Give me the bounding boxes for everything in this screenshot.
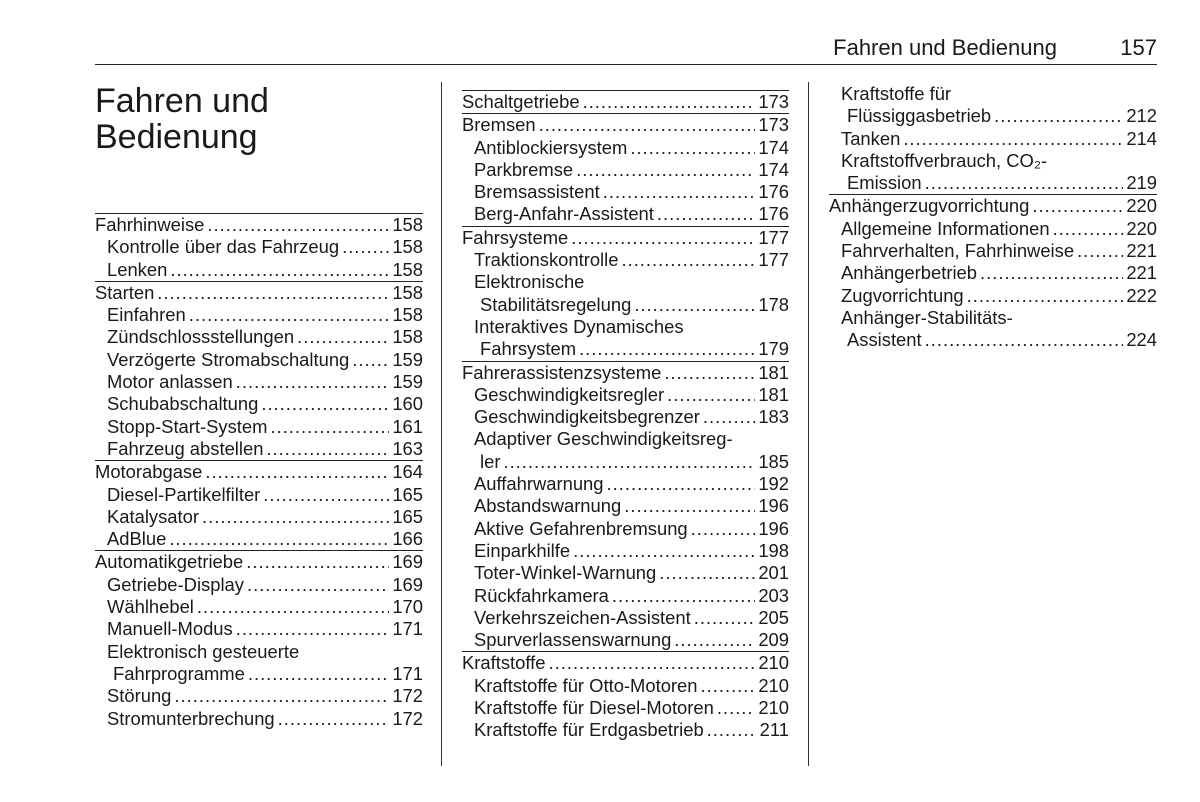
running-header xyxy=(95,34,1157,65)
toc-entry-label: Diesel-Partikelfilter xyxy=(107,483,261,505)
toc-page-number: 172 xyxy=(392,707,423,729)
dot-leader xyxy=(352,349,389,371)
toc-subentry[interactable] xyxy=(95,393,423,415)
toc-entry-label: Adaptiver Geschwindigkeitsreg- xyxy=(474,428,733,450)
toc-page-number: 221 xyxy=(1126,262,1157,284)
toc-entry-label-continued: Stabilitätsregelung xyxy=(480,293,632,315)
toc-page-number: 176 xyxy=(758,181,789,203)
toc-page-number: 169 xyxy=(392,551,423,573)
dot-leader xyxy=(1032,195,1123,217)
toc-page-number: 177 xyxy=(758,249,789,271)
dot-leader xyxy=(170,259,389,281)
toc-subentry[interactable] xyxy=(462,159,789,181)
toc-page-number: 219 xyxy=(1126,172,1157,194)
toc-page-number: 185 xyxy=(758,450,789,472)
toc-subentry[interactable] xyxy=(95,596,423,618)
toc-entry-label: Stopp-Start-System xyxy=(107,415,268,437)
toc-entry-label: Berg-Anfahr-Assistent xyxy=(474,203,654,225)
toc-page-number: 158 xyxy=(392,304,423,326)
dot-leader xyxy=(270,416,389,438)
dot-leader xyxy=(674,629,755,651)
toc-entry-label: Abstandswarnung xyxy=(474,495,622,517)
dot-leader xyxy=(174,685,389,707)
toc-page-number: 210 xyxy=(758,674,789,696)
toc-page-number: 177 xyxy=(758,226,789,248)
toc-entry-label: Bremsen xyxy=(462,114,536,136)
toc-page-number: 179 xyxy=(758,338,789,360)
toc-subentry[interactable] xyxy=(462,428,789,473)
toc-subentry[interactable] xyxy=(829,240,1157,262)
toc-entry-label: Einfahren xyxy=(107,304,186,326)
toc-subentry[interactable] xyxy=(462,406,789,428)
dot-leader xyxy=(1077,240,1123,262)
toc-page-number: 158 xyxy=(392,326,423,348)
toc-subentry[interactable] xyxy=(829,285,1157,307)
dot-leader xyxy=(691,518,756,540)
dot-leader xyxy=(717,697,755,719)
toc-subentry[interactable] xyxy=(462,675,789,697)
toc-entry-label: Spurverlassenswarnung xyxy=(474,629,672,651)
dot-leader xyxy=(236,618,390,640)
dot-leader xyxy=(603,181,756,203)
dot-leader xyxy=(694,607,756,629)
toc-entry-label: Verzögerte Stromabschaltung xyxy=(107,348,350,370)
toc-entry-label: Kraftstoffe xyxy=(462,652,546,674)
toc-entry-label: Lenken xyxy=(107,258,168,280)
toc-subentry[interactable] xyxy=(95,641,423,686)
toc-subentry[interactable] xyxy=(462,384,789,406)
toc-page-number: 183 xyxy=(758,406,789,428)
toc-subentry[interactable] xyxy=(95,438,423,460)
toc-subentry[interactable] xyxy=(95,528,423,550)
toc-section-entry[interactable] xyxy=(95,213,423,236)
toc-section-entry[interactable] xyxy=(462,113,789,136)
dot-leader xyxy=(157,282,389,304)
dot-leader xyxy=(236,371,390,393)
dot-leader xyxy=(664,362,755,384)
toc-entry-label: Kraftstoffe für xyxy=(841,83,952,104)
dot-leader xyxy=(707,719,757,741)
toc-page-number: 158 xyxy=(392,236,423,258)
toc-page-number: 209 xyxy=(758,629,789,651)
toc-page-number: 158 xyxy=(392,214,423,235)
toc-subentry[interactable] xyxy=(462,629,789,651)
toc-subentry[interactable] xyxy=(95,326,423,348)
toc-subentry[interactable] xyxy=(95,618,423,640)
toc-entry-label: Fahrsysteme xyxy=(462,226,569,248)
toc-entry-label: Motor anlassen xyxy=(107,371,233,393)
toc-entry-label: Schubabschaltung xyxy=(107,393,259,415)
toc-subentry[interactable] xyxy=(462,203,789,225)
toc-subentry[interactable] xyxy=(829,83,1157,128)
dot-leader xyxy=(583,91,756,113)
toc-entry-label: Allgemeine Informationen xyxy=(841,217,1050,239)
toc-page-number: 174 xyxy=(758,136,789,158)
dot-leader xyxy=(263,484,389,506)
toc-column-1 xyxy=(95,213,423,730)
toc-entry-label-continued: Fahrprogramme xyxy=(113,662,245,684)
toc-page-number: 214 xyxy=(1126,127,1157,149)
toc-entry-label: Bremsassistent xyxy=(474,181,600,203)
toc-entry-label: Antiblockiersystem xyxy=(474,136,628,158)
toc-entry-label: Traktionskontrolle xyxy=(474,249,619,271)
toc-entry-label-continued: ler xyxy=(480,450,501,472)
toc-subentry[interactable] xyxy=(462,585,789,607)
dot-leader xyxy=(612,585,755,607)
toc-subentry[interactable] xyxy=(95,236,423,258)
toc-page-number: 173 xyxy=(758,114,789,136)
dot-leader xyxy=(261,393,389,415)
dot-leader xyxy=(1053,218,1124,240)
toc-subentry[interactable] xyxy=(95,484,423,506)
toc-subentry[interactable] xyxy=(95,304,423,326)
dot-leader xyxy=(703,406,755,428)
dot-leader xyxy=(278,708,390,730)
dot-leader xyxy=(571,227,755,249)
toc-section-entry[interactable] xyxy=(95,460,423,483)
dot-leader xyxy=(903,128,1123,150)
toc-page-number: 224 xyxy=(1126,329,1157,351)
toc-page-number: 198 xyxy=(758,539,789,561)
toc-subentry[interactable] xyxy=(462,249,789,271)
toc-subentry[interactable] xyxy=(462,495,789,517)
toc-entry-label: Kraftstoffverbrauch, CO₂- xyxy=(841,149,1048,171)
dot-leader xyxy=(925,172,1124,194)
toc-page-number: 212 xyxy=(1126,105,1157,127)
dot-leader xyxy=(202,506,389,528)
toc-subentry[interactable] xyxy=(462,518,789,540)
toc-page-number: 181 xyxy=(758,383,789,405)
header-section-title: Fahren und Bedienung xyxy=(833,35,1057,60)
toc-subentry[interactable] xyxy=(95,506,423,528)
toc-entry-label: Parkbremse xyxy=(474,158,574,180)
toc-subentry[interactable] xyxy=(829,262,1157,284)
column-divider xyxy=(808,82,809,766)
dot-leader xyxy=(967,285,1124,307)
dot-leader xyxy=(624,495,755,517)
toc-section-entry[interactable] xyxy=(462,361,789,384)
toc-page-number: 178 xyxy=(758,293,789,315)
toc-page-number: 201 xyxy=(758,562,789,584)
toc-entry-label: Fahrverhalten, Fahrhinweise xyxy=(841,240,1075,262)
toc-page-number: 192 xyxy=(758,473,789,495)
toc-subentry[interactable] xyxy=(462,181,789,203)
toc-subentry[interactable] xyxy=(462,697,789,719)
toc-entry-label: Auffahrwarnung xyxy=(474,473,604,495)
toc-entry-label: Fahrhinweise xyxy=(95,214,205,235)
toc-page-number: 210 xyxy=(758,697,789,719)
toc-entry-label-continued: Emission xyxy=(847,172,922,194)
dot-leader xyxy=(246,551,389,573)
toc-page-number: 205 xyxy=(758,606,789,628)
toc-entry-label: Automatikgetriebe xyxy=(95,551,244,573)
toc-entry-label-continued: Assistent xyxy=(847,329,922,351)
toc-page-number: 181 xyxy=(758,361,789,383)
toc-page-number: 210 xyxy=(758,652,789,674)
toc-section-entry[interactable] xyxy=(462,226,789,249)
toc-entry-label: Kontrolle über das Fahrzeug xyxy=(107,236,340,258)
toc-page-number: 220 xyxy=(1126,217,1157,239)
toc-subentry[interactable] xyxy=(95,685,423,707)
toc-page-number: 222 xyxy=(1126,284,1157,306)
toc-page-number: 196 xyxy=(758,495,789,517)
toc-page-number: 159 xyxy=(392,348,423,370)
toc-subentry[interactable] xyxy=(95,259,423,281)
toc-entry-label: Starten xyxy=(95,281,155,303)
toc-entry-label: Elektronische xyxy=(474,271,585,293)
toc-entry-label: Stromunterbrechung xyxy=(107,707,275,729)
dot-leader xyxy=(207,214,389,236)
toc-section-entry[interactable] xyxy=(95,550,423,573)
toc-page-number: 165 xyxy=(392,483,423,505)
dot-leader xyxy=(701,675,756,697)
toc-entry-label: Aktive Gefahrenbremsung xyxy=(474,517,688,539)
toc-entry-label: Verkehrszeichen-Assistent xyxy=(474,606,691,628)
toc-subentry[interactable] xyxy=(462,137,789,159)
toc-subentry[interactable] xyxy=(829,128,1157,150)
dot-leader xyxy=(579,338,755,360)
toc-column-2 xyxy=(462,90,789,742)
toc-entry-label: Getriebe-Display xyxy=(107,573,244,595)
dot-leader xyxy=(297,326,389,348)
toc-subentry[interactable] xyxy=(462,271,789,316)
toc-entry-label: Fahrerassistenzsysteme xyxy=(462,361,662,383)
toc-entry-label: Interaktives Dynamisches xyxy=(474,315,684,337)
toc-page-number: 158 xyxy=(392,281,423,303)
toc-entry-label: Kraftstoffe für Otto-Motoren xyxy=(474,674,698,696)
dot-leader xyxy=(621,249,755,271)
dot-leader xyxy=(634,294,755,316)
toc-entry-label: Geschwindigkeitsbegrenzer xyxy=(474,406,700,428)
toc-section-entry[interactable] xyxy=(95,281,423,304)
dot-leader xyxy=(549,652,756,674)
toc-entry-label: Zugvorrichtung xyxy=(841,284,964,306)
toc-subentry[interactable] xyxy=(462,316,789,361)
column-divider xyxy=(441,82,442,766)
toc-page-number: 165 xyxy=(392,505,423,527)
toc-subentry[interactable] xyxy=(95,708,423,730)
toc-page-number: 161 xyxy=(392,415,423,437)
toc-entry-label: Wählhebel xyxy=(107,596,194,618)
toc-subentry[interactable] xyxy=(95,574,423,596)
toc-subentry[interactable] xyxy=(829,218,1157,240)
dot-leader xyxy=(925,329,1124,351)
page-title xyxy=(95,83,269,155)
toc-entry-label: Störung xyxy=(107,685,172,707)
dot-leader xyxy=(980,262,1123,284)
page-number: 157 xyxy=(1120,35,1157,60)
toc-entry-label: Toter-Winkel-Warnung xyxy=(474,562,657,584)
toc-page-number: 171 xyxy=(392,662,423,684)
toc-subentry[interactable] xyxy=(95,416,423,438)
toc-page-number: 203 xyxy=(758,584,789,606)
toc-entry-label: Kraftstoffe für Erdgasbetrieb xyxy=(474,719,704,741)
toc-page-number: 169 xyxy=(392,573,423,595)
toc-entry-label: Tanken xyxy=(841,127,901,149)
toc-entry-label: Zündschlossstellungen xyxy=(107,326,295,348)
toc-entry-label: Motorabgase xyxy=(95,461,203,483)
toc-page-number: 176 xyxy=(758,203,789,225)
toc-entry-label: Einparkhilfe xyxy=(474,539,571,561)
dot-leader xyxy=(197,596,389,618)
toc-entry-label-continued: Flüssiggasbetrieb xyxy=(847,105,992,127)
toc-subentry[interactable] xyxy=(462,473,789,495)
toc-page-number: 171 xyxy=(392,618,423,640)
page-title-line-1: Fahren und xyxy=(95,82,269,120)
toc-entry-label: Anhängerbetrieb xyxy=(841,262,977,284)
dot-leader xyxy=(630,137,755,159)
toc-page-number: 159 xyxy=(392,371,423,393)
dot-leader xyxy=(342,236,389,258)
toc-subentry[interactable] xyxy=(462,540,789,562)
toc-page-number: 220 xyxy=(1126,195,1157,217)
dot-leader xyxy=(189,304,390,326)
toc-subentry[interactable] xyxy=(462,719,789,741)
toc-page-number: 164 xyxy=(392,461,423,483)
toc-section-entry[interactable] xyxy=(462,90,789,113)
dot-leader xyxy=(503,451,755,473)
toc-entry-label-continued: Fahrsystem xyxy=(480,338,577,360)
dot-leader xyxy=(266,438,389,460)
toc-entry-label: Anhänger-Stabilitäts- xyxy=(841,306,1013,328)
toc-page-number: 221 xyxy=(1126,240,1157,262)
toc-entry-label: Kraftstoffe für Diesel-Motoren xyxy=(474,697,714,719)
toc-entry-label: Rückfahrkamera xyxy=(474,584,609,606)
toc-page-number: 158 xyxy=(392,258,423,280)
toc-section-entry[interactable] xyxy=(829,194,1157,217)
dot-leader xyxy=(248,663,389,685)
toc-page-number: 173 xyxy=(758,91,789,112)
toc-page-number: 211 xyxy=(759,719,789,741)
toc-entry-label: Geschwindigkeitsregler xyxy=(474,383,665,405)
dot-leader xyxy=(573,540,755,562)
toc-page-number: 174 xyxy=(758,158,789,180)
dot-leader xyxy=(169,528,389,550)
toc-entry-label: Anhängerzugvorrichtung xyxy=(829,195,1030,217)
toc-subentry[interactable] xyxy=(462,562,789,584)
toc-page-number: 196 xyxy=(758,517,789,539)
toc-entry-label: Schaltgetriebe xyxy=(462,91,580,112)
toc-entry-label: Fahrzeug abstellen xyxy=(107,437,264,459)
toc-entry-label: Manuell-Modus xyxy=(107,618,233,640)
toc-subentry[interactable] xyxy=(829,150,1157,195)
dot-leader xyxy=(659,562,755,584)
toc-page-number: 172 xyxy=(392,685,423,707)
dot-leader xyxy=(576,159,755,181)
toc-entry-label: AdBlue xyxy=(107,528,167,550)
toc-entry-label: Elektronisch gesteuerte xyxy=(107,640,300,662)
toc-subentry[interactable] xyxy=(462,607,789,629)
toc-column-3 xyxy=(829,83,1157,352)
page-title-line-2: Bedienung xyxy=(95,118,258,156)
toc-page-number: 166 xyxy=(392,528,423,550)
dot-leader xyxy=(657,203,755,225)
toc-page-number: 170 xyxy=(392,596,423,618)
dot-leader xyxy=(667,384,755,406)
dot-leader xyxy=(994,105,1123,127)
toc-entry-label: Katalysator xyxy=(107,505,199,527)
dot-leader xyxy=(539,114,756,136)
toc-page-number: 160 xyxy=(392,393,423,415)
dot-leader xyxy=(247,574,389,596)
toc-subentry[interactable] xyxy=(95,371,423,393)
toc-subentry[interactable] xyxy=(829,307,1157,352)
toc-section-entry[interactable] xyxy=(462,651,789,674)
toc-subentry[interactable] xyxy=(95,349,423,371)
dot-leader xyxy=(205,461,389,483)
dot-leader xyxy=(607,473,756,495)
toc-page-number: 163 xyxy=(392,437,423,459)
